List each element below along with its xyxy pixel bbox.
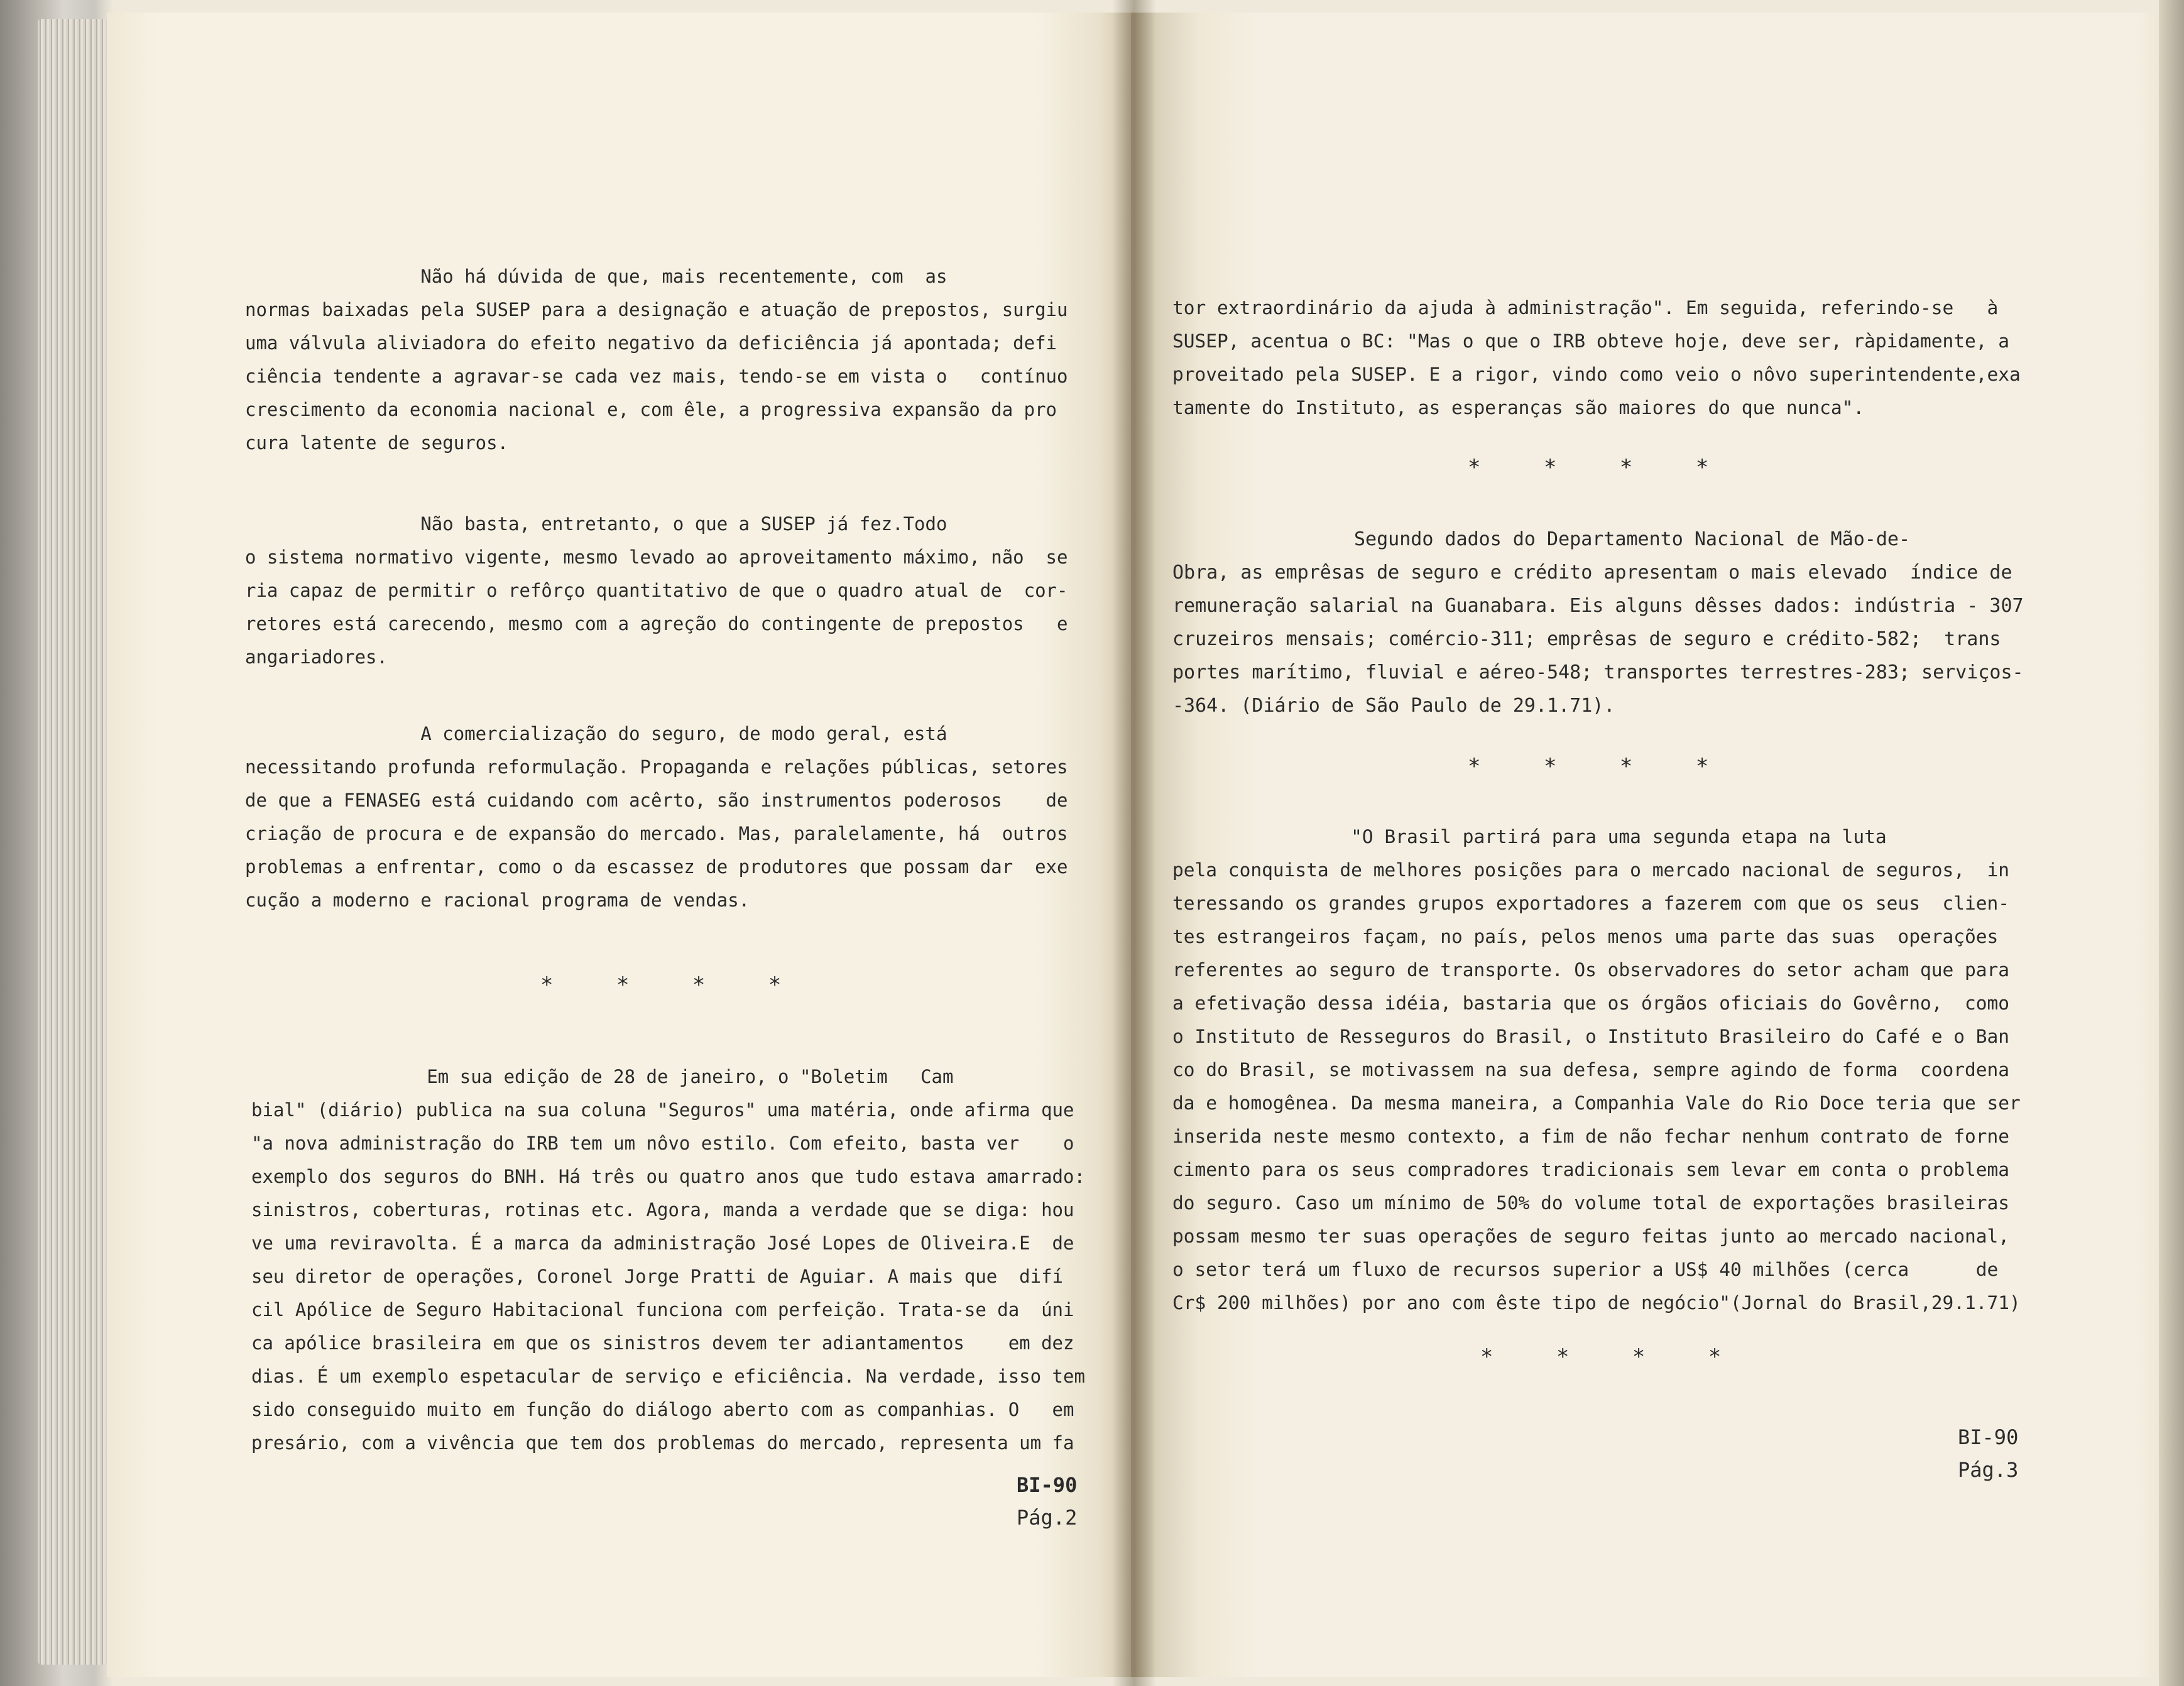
text-line: tamente do Instituto, as esperanças são maiores do que nunca".: [1172, 397, 1865, 418]
text-line: o sistema normativo vigente, mesmo levado ao aproveitamento máximo, não se: [245, 547, 1068, 568]
text-line: possam mesmo ter suas operações de seguro feitas junto ao mercado nacional,: [1172, 1226, 2010, 1247]
text-line: ve uma reviravolta. É a marca da administração José Lopes de Oliveira.E de: [251, 1232, 1074, 1254]
left-page-number: Pág.2: [1017, 1506, 1078, 1530]
text-line: retores está carecendo, mesmo com a agreção do contingente de prepostos e: [245, 613, 1068, 634]
left-section-separator: * * * *: [540, 972, 807, 998]
right-page-footer: [1958, 1421, 2018, 1486]
text-line: Não basta, entretanto, o que a SUSEP já fez.Todo: [245, 513, 947, 535]
text-line: do seguro. Caso um mínimo de 50% do volume total de exportações brasileiras: [1172, 1192, 2010, 1214]
left-paragraph-2: [245, 508, 1067, 674]
right-paragraph-2: [1172, 523, 2024, 722]
text-line: Obra, as emprêsas de seguro e crédito apresentam o mais elevado índice de: [1172, 562, 2012, 584]
text-line: presário, com a vivência que tem dos problemas do mercado, representa um fa: [251, 1432, 1074, 1454]
text-line: referentes ao seguro de transporte. Os observadores do setor acham que para: [1172, 959, 2010, 981]
text-line: o setor terá um fluxo de recursos superior a US$ 40 milhões (cerca de: [1172, 1259, 1999, 1280]
text-line: cução a moderno e racional programa de vendas.: [245, 889, 750, 911]
text-line: problemas a enfrentar, como o da escassez de produtores que possam dar exe: [245, 856, 1068, 878]
text-line: SUSEP, acentua o BC: "Mas o que o IRB obteve hoje, deve ser, ràpidamente, a: [1172, 330, 2010, 352]
text-line: portes marítimo, fluvial e aéreo-548; transportes terrestres-283; serviços-: [1172, 661, 2024, 683]
text-line: Não há dúvida de que, mais recentemente, com as: [245, 266, 947, 287]
text-line: ciência tendente a agravar-se cada vez mais, tendo-se em vista o contínuo: [245, 366, 1068, 387]
text-line: -364. (Diário de São Paulo de 29.1.71).: [1172, 695, 1615, 717]
text-line: normas baixadas pela SUSEP para a designação e atuação de prepostos, surgiu: [245, 299, 1068, 320]
text-line: angariadores.: [245, 646, 388, 668]
text-line: ria capaz de permitir o refôrço quantitativo de que o quadro atual de cor-: [245, 580, 1068, 601]
text-line: a efetivação dessa idéia, bastaria que os órgãos oficiais do Govêrno, como: [1172, 993, 2010, 1014]
text-line: "a nova administração do IRB tem um nôvo estilo. Com efeito, basta ver o: [251, 1133, 1074, 1154]
text-line: seu diretor de operações, Coronel Jorge Pratti de Aguiar. A mais que difí: [251, 1266, 1064, 1287]
text-line: dias. É um exemplo espetacular de serviço e eficiência. Na verdade, isso tem: [251, 1366, 1085, 1387]
text-line: ca apólice brasileira em que os sinistros devem ter adiantamentos em dez: [251, 1332, 1074, 1354]
text-line: exemplo dos seguros do BNH. Há três ou quatro anos que tudo estava amarrado:: [251, 1166, 1085, 1187]
text-line: proveitado pela SUSEP. E a rigor, vindo como veio o nôvo superintendente,exa: [1172, 364, 2021, 385]
right-section-separator-2: * * * *: [1468, 754, 1734, 779]
text-line: pela conquista de melhores posições para o mercado nacional de seguros, in: [1172, 859, 2010, 881]
text-line: sinistros, coberturas, rotinas etc. Agora, manda a verdade que se diga: hou: [251, 1199, 1074, 1221]
text-line: inserida neste mesmo contexto, a fim de não fechar nenhum contrato de forne: [1172, 1126, 2010, 1147]
text-line: "O Brasil partirá para uma segunda etapa na luta: [1172, 826, 1887, 847]
text-line: cruzeiros mensais; comércio-311; emprêsas de seguro e crédito-582; trans: [1172, 628, 2001, 650]
right-page-code: BI-90: [1958, 1425, 2019, 1449]
text-line: de que a FENASEG está cuidando com acêrto, são instrumentos poderosos de: [245, 790, 1068, 811]
text-line: criação de procura e de expansão do mercado. Mas, paralelamente, há outros: [245, 823, 1068, 844]
left-page-footer: [1017, 1469, 1077, 1534]
right-page-edge: [2159, 0, 2184, 1686]
book-gutter: [1112, 0, 1156, 1686]
left-paragraph-3: [245, 717, 1067, 917]
left-paragraph-4: [251, 1060, 1085, 1460]
right-paragraph-3: [1172, 820, 2021, 1320]
text-line: remuneração salarial na Guanabara. Eis alguns dêsses dados: indústria - 307: [1172, 595, 2024, 617]
text-line: necessitando profunda reformulação. Propaganda e relações públicas, setores: [245, 756, 1068, 778]
text-line: sido conseguido muito em função do diálogo aberto com as companhias. O em: [251, 1399, 1074, 1420]
text-line: cura latente de seguros.: [245, 432, 509, 454]
text-line: Em sua edição de 28 de janeiro, o "Boletim Cam: [251, 1066, 954, 1087]
text-line: teressando os grandes grupos exportadores a fazerem com que os seus clien-: [1172, 893, 2010, 914]
text-line: crescimento da economia nacional e, com êle, a progressiva expansão da pro: [245, 399, 1057, 420]
text-line: Cr$ 200 milhões) por ano com êste tipo de negócio"(Jornal do Brasil,29.1.71): [1172, 1292, 2021, 1313]
right-section-separator-3: * * * *: [1480, 1344, 1747, 1369]
left-page-code: BI-90: [1017, 1473, 1078, 1497]
right-section-separator-1: * * * *: [1468, 455, 1734, 480]
text-line: tes estrangeiros façam, no país, pelos menos uma parte das suas operações: [1172, 926, 1999, 947]
left-paragraph-1: [245, 260, 1067, 460]
text-line: A comercialização do seguro, de modo geral, está: [245, 723, 947, 744]
text-line: bial" (diário) publica na sua coluna "Seguros" uma matéria, onde afirma que: [251, 1099, 1074, 1121]
right-paragraph-1: [1172, 291, 2021, 425]
text-line: co do Brasil, se motivassem na sua defesa, sempre agindo de forma coordena: [1172, 1059, 2010, 1080]
text-line: o Instituto de Resseguros do Brasil, o Instituto Brasileiro do Café e o Ban: [1172, 1026, 2010, 1047]
text-line: tor extraordinário da ajuda à administração". Em seguida, referindo-se à: [1172, 297, 1999, 318]
text-line: da e homogênea. Da mesma maneira, a Companhia Vale do Rio Doce teria que ser: [1172, 1092, 2021, 1114]
text-line: uma válvula aliviadora do efeito negativo da deficiência já apontada; defi: [245, 332, 1057, 354]
right-page-number: Pág.3: [1958, 1458, 2019, 1482]
text-line: cimento para os seus compradores tradicionais sem levar em conta o problema: [1172, 1159, 2010, 1180]
text-line: Segundo dados do Departamento Nacional de Mão-de-: [1172, 528, 1910, 550]
text-line: cil Apólice de Seguro Habitacional funciona com perfeição. Trata-se da úni: [251, 1299, 1074, 1320]
